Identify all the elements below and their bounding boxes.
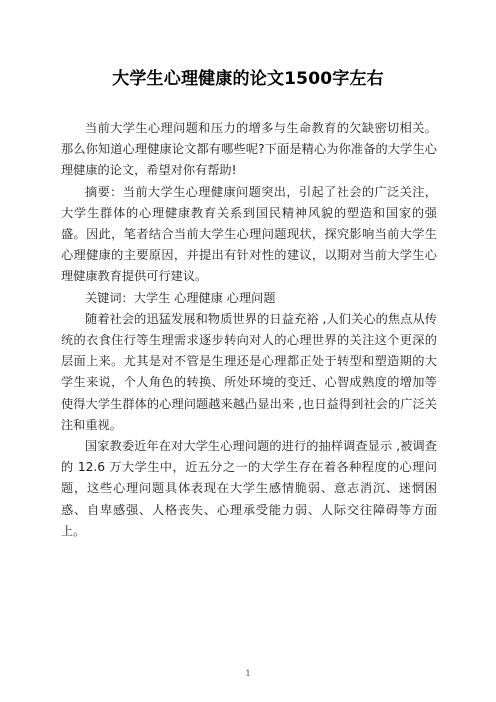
paragraph-body-1: 随着社会的迅猛发展和物质世界的日益充裕 ,人们关心的焦点从传统的衣食住行等生理需求逐步转向对人的心理世界的关注这个更深的层面上来。尤其是对不管是生理还是心理都正处于转型和塑造期的大学生来说，个人角色的转换、所处环境的变迁、心智成熟度的增加等使得大学生群体的心理问题越来越凸显出来 ,也日益得到社会的广泛关注和重视。 — [61, 311, 437, 432]
document-title: 大学生心理健康的论文1500字左右 — [112, 69, 384, 89]
paragraph-body-2: 国家教委近年在对大学生心理问题的进行的抽样调查显示 ,被调查的 12.6 万大学生中，近五分之一的大学生存在着各种程度的心理问题，这些心理问题具体表现在大学生感情脆弱、意志消沉、迷惘困惑、自卑感强、人格丧失、心理承受能力弱、人际交往障碍等方面上。 — [61, 439, 437, 538]
paragraph-keywords: 关键词：大学生 心理健康 心理问题 — [85, 290, 276, 305]
paragraph-abstract: 摘要：当前大学生心理健康问题突出，引起了社会的广泛关注，大学生群体的心理健康教育关系到国民精神风貌的塑造和国家的强盛。因此，笔者结合当前大学生心理问题现状，探究影响当前大学生心理健康的主要原因，并提出有针对性的建议，以期对当前大学生心理健康教育提供可行建议。 — [61, 184, 437, 284]
paragraph-intro: 当前大学生心理问题和压力的增多与生命教育的欠缺密切相关。那么你知道心理健康论文都有哪些呢?下面是精心为你准备的大学生心理健康的论文，希望对你有帮助! — [61, 121, 437, 178]
document-body — [61, 118, 437, 542]
page-number: 1 — [245, 669, 251, 678]
